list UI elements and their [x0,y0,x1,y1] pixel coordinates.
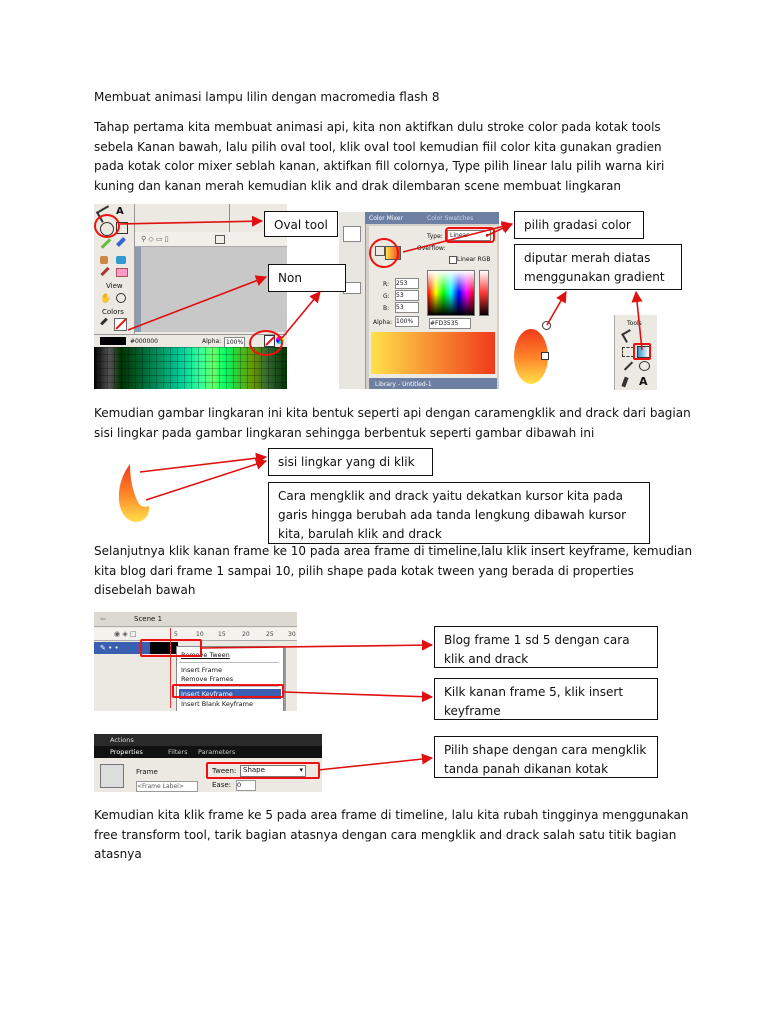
linear-rgb-checkbox[interactable] [449,256,457,264]
tick-label: 25 [266,631,274,638]
back-arrow-icon[interactable]: ⇦ [100,615,106,623]
hex-input[interactable]: #000000 [130,338,158,345]
properties-screenshot [94,724,322,792]
arrow-non-button [282,292,320,338]
stage-area[interactable] [135,247,287,332]
text-tool-icon[interactable]: A [116,206,124,217]
trash-icon[interactable] [215,235,225,244]
arrow-rotate [547,292,566,325]
layer-row-selected[interactable]: ✎ • • [94,642,150,654]
flash-toolbox-screenshot [94,204,287,389]
color-preview [100,337,126,345]
callout-shape: Pilih shape dengan cara mengklik tanda panah dikanan kotak [434,736,658,778]
fill-color-swatch[interactable] [114,318,127,331]
callout-oval-tool: Oval tool [264,211,338,237]
ink-bottle-icon[interactable] [100,256,108,264]
flame-shape [114,462,154,526]
tween-value: Shape [243,766,265,774]
callout-cara: Cara mengklik and drack yaitu dekatkan kursor kita pada garis hingga berubah ada tanda lengkung dibawah kursor kita, barulah klik and drack [268,482,650,544]
paint-bucket-icon[interactable] [116,256,126,264]
type-label: Type: [427,233,443,240]
type-value: Linear [450,232,469,239]
overflow-label: Overflow: [417,245,446,252]
fill-transform-highlight [633,343,651,360]
color-spectrum[interactable] [427,270,475,316]
frame-label-input[interactable]: <Frame Label> [136,781,198,792]
tab-filters[interactable]: Filters [168,748,188,756]
r-label: R: [383,281,390,288]
tab-properties[interactable]: Properties [110,748,143,756]
tools-label: Tools [627,320,642,327]
menu-item-remove-tween[interactable]: Remove Tween [181,651,230,659]
callout-non: Non [268,264,346,292]
eraser-icon[interactable] [116,268,128,277]
callout-diputar: diputar merah diatas menggunakan gradient [514,244,682,290]
properties-tabs [94,746,322,758]
center-handle-icon [541,352,549,360]
tick-label: 30 [288,631,296,638]
tab-parameters[interactable]: Parameters [198,748,236,756]
chevron-down-icon: ▾ [485,232,489,239]
paragraph-step-1: Tahap pertama kita membuat animasi api, kita non aktifkan dulu stroke color pada kotak tools sebela Kanan bawah, lalu pilih oval tool, klik oval tool kemudian fiil color kita gunakan gradien pada kotak color mixer seblah kanan, aktifkan fill colornya, Type pilih linear lalu pilih warna kiri kuning dan kanan merah kemudian klik and drak dilembaran scene membuat lingkaran [94,120,665,193]
type-select-highlight [445,227,495,243]
alpha-label: Alpha: [373,319,393,326]
view-label: View [106,282,123,290]
hex-input[interactable]: #FD3535 [429,318,471,329]
chevron-down-icon: ▾ [299,766,303,774]
hand-tool-icon[interactable]: ✋ [100,294,112,304]
tick-label: 15 [218,631,226,638]
line-tool-icon[interactable] [624,361,633,370]
callout-kilk: Kilk kanan frame 5, klik insert keyframe [434,678,658,720]
arrow-tool-icon[interactable] [621,329,635,343]
color-mixer-screenshot [339,212,499,389]
menu-item-insert-blank-keyframe[interactable]: Insert Blank Keyframe [181,700,253,708]
document-title: Membuat animasi lampu lilin dengan macromedia flash 8 [94,90,440,104]
alpha-input[interactable]: 100% [226,339,244,346]
fill-highlight [369,238,399,268]
arrow-shape [318,758,432,770]
ease-input[interactable]: 0 [236,780,256,791]
g-label: G: [383,293,390,300]
actions-label: Actions [110,736,134,744]
no-stroke-highlight [249,330,283,356]
frame-label: Frame [136,768,158,776]
paragraph-step-2: Kemudian gambar lingkaran ini kita bentuk seperti api dengan caramengklik and drack dari bagian sisi lingkar pada gambar lingkaran sehingga berbentuk seperti gambar dibawah ini [94,406,691,440]
library-bar[interactable] [369,378,497,389]
actions-bar[interactable] [94,734,322,746]
gradient-preview [371,332,495,374]
arrow-sisi-2 [146,461,266,500]
colors-label: Colors [102,308,124,316]
scene-bar [94,612,297,627]
alpha-input[interactable]: 100% [395,316,419,327]
arrow-sisi-1 [140,457,266,472]
paragraph-step-3: Selanjutnya klik kanan frame ke 10 pada area frame di timeline,lalu klik insert keyframe, kemudian kita blog dari frame 1 sampai 10, pilih shape pada kotak tween yang berada di properties disebelah bawah [94,544,693,597]
pencil-tool-icon[interactable] [101,238,112,249]
timeline-screenshot [94,612,297,711]
pen-tool-icon[interactable] [621,377,628,388]
brush-tool-icon[interactable] [116,237,126,247]
g-input[interactable]: 53 [395,290,419,301]
b-label: B: [383,305,390,312]
frame-range-highlight [140,639,202,657]
tween-highlight [206,762,320,779]
rotate-handle-icon [542,321,551,330]
frame-icon [100,764,124,788]
tick-label: 5 [174,631,178,638]
menu-item-insert-frame[interactable]: Insert Frame [181,666,222,674]
text-tool-icon[interactable]: A [639,375,648,388]
oval-tool-highlight [94,214,120,238]
insert-keyframe-highlight [172,684,284,698]
side-strip [339,212,366,389]
timeline-layer-bar[interactable]: ⚲ ◇ ▭ ▯ [135,232,287,247]
callout-blog: Blog frame 1 sd 5 dengan cara klik and drack [434,626,658,668]
eyedropper-icon[interactable] [100,267,109,276]
scene-label: Scene 1 [134,615,163,623]
ease-label: Ease: [212,781,232,789]
tools-panel-screenshot [614,315,657,390]
menu-item-insert-keyframe[interactable]: Insert Keyframe [181,690,233,698]
tick-label: 20 [242,631,250,638]
mixer-tabs [365,212,499,224]
eye-icon[interactable]: ◉ ◈ □ [114,630,137,638]
callout-gradasi: pilih gradasi color [514,211,644,239]
linear-rgb-label: Linear RGB [457,256,491,263]
tab-color-mixer[interactable]: Color Mixer [369,215,403,222]
b-input[interactable]: 53 [395,302,419,313]
zoom-tool-icon[interactable] [116,293,126,303]
alpha-label: Alpha: [202,338,222,345]
tab-color-swatches[interactable]: Color Swatches [427,215,474,222]
paragraph-step-4: Kemudian kita klik frame ke 5 pada area frame di timeline, lalu kita rubah tingginya menggunakan free transform tool, tarik bagian atasnya dengan cara mengklik and drack salah satu titik bagian atasnya [94,808,689,861]
arrow-kilk [284,692,432,697]
stroke-color-icon[interactable] [100,318,108,326]
lasso-tool-icon[interactable] [639,361,650,371]
tick-label: 10 [196,631,204,638]
r-input[interactable]: 253 [395,278,419,289]
library-label: Library - Untitled-1 [375,381,432,388]
callout-sisi: sisi lingkar yang di klik [268,448,433,476]
brightness-slider[interactable] [479,270,489,316]
menu-item-remove-frames[interactable]: Remove Frames [181,675,234,683]
tween-label: Tween: [212,767,237,775]
